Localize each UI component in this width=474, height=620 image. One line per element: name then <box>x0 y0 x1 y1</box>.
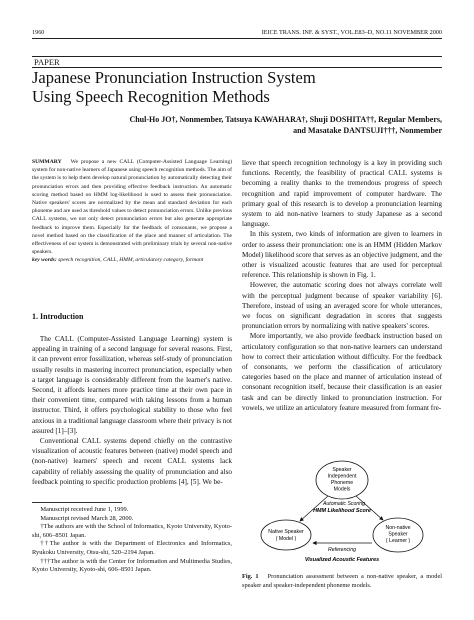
paper-label-box <box>32 56 442 68</box>
visualized-features-label: Visualized Acoustic Features <box>304 557 380 563</box>
right-node-line-2: Speaker <box>388 531 408 538</box>
abstract-heading: SUMMARY <box>32 159 62 165</box>
footnote-affiliation-1: †The authors are with the School of Informatics, Kyoto University, Kyoto-shi, 606–8501 Japan. <box>32 523 232 539</box>
top-node-line-4: Models <box>333 486 351 493</box>
body-paragraph-3: However, the automatic scoring does not always correlate well with the perceptual judgment because of speaker variability [6]. Therefore, instead of using an averaged score for whole utterances, we focus on significant degradation in scores that suggests pronunciation errors by normalizing with native speakers' scores. <box>242 281 442 331</box>
caption-label: Fig. 1 <box>242 573 259 580</box>
section-heading-introduction: 1. Introduction <box>32 312 84 321</box>
body-paragraph-4: More importantly, we also provide feedback instruction based on articulatory configuration so that non-native learners can understand how to correct their articulation without difficulty. For the feedback of consonants, we perform the classification of articulatory categories based on the place and manner of articulation instead of consonant recognition itself, because their classification is an easier task and can be directly linked to pronunciation instruction. For vowels, we utilize an articulatory feature measured from formant fre- <box>242 332 442 412</box>
left-node-line-1: Native Speaker <box>268 529 304 535</box>
top-node-line-2: Independent <box>327 473 357 480</box>
caption-text: Pronunciation assessment between a non-native speaker, a model speaker and speaker-independent phoneme models. <box>242 573 442 589</box>
body-paragraph-1: lieve that speech recognition technology is a key in providing such functions. Recently, the feasibility of practical CALL systems is becoming a reality thanks to the tremendous progress of speech recognition and rapid improvement of computer hardware. The primary goal of this research is to develop a pronunciation learning system to aid non-native learners to study Japanese as a second language. <box>242 159 442 229</box>
footnote-rule <box>32 502 122 503</box>
title-line-1: Japanese Pronunciation Instruction System <box>32 68 316 87</box>
intro-paragraph-1: The CALL (Computer-Assisted Language Learning) system is appealing in training of a second language for several reasons. First, it can prevent error fossilization, whereas self-study of pronunciation usually results in mastering incorrect pronunciation, especially when a target language is considerably different from the learner's native. Second, it affords learners more practice time at their own pace in their convenient time, compared with taking lessons from a human instructor. Third, it offers psychological stability to those who feel anxious in a traditional language classroom where their privacy is not assured [1]–[3]. <box>32 335 232 435</box>
left-node-line-2: ( Model ) <box>275 536 297 542</box>
title-line-2: Using Speech Recognition Methods <box>32 87 270 106</box>
figure-1-diagram <box>242 460 442 570</box>
authors-line-2: and Masatake DANTSUJI†††, Nonmember <box>293 126 442 135</box>
hmm-score-label: HMM Likelihood Score <box>313 508 371 514</box>
figure-1-caption <box>242 573 442 590</box>
figure-1 <box>242 460 442 570</box>
keywords-text: speech recognition, CALL, HMM, articulatory category, formant <box>58 257 204 264</box>
intro-paragraph-2: Conventional CALL systems depend chiefly on the contrastive visualization of acoustic features between (native) model speech and (non-native) learners' speech and recent CALL systems lack capability of reliably assessing the quality of pronunciation and also feedback pointing to specific production problems [4], [5]. We be- <box>32 437 232 486</box>
keywords-heading: key words: <box>32 257 57 264</box>
page-number: 1960 <box>32 29 45 36</box>
right-node-line-3: ( Learner ) <box>385 538 411 544</box>
right-node-line-1: Non-native <box>385 525 411 531</box>
abstract-text: We propose a new CALL (Computer-Assisted Language Learning) system for non-native learners of Japanese using speech recognition methods. The aim of the system is to help them develop natural pronunciation by automatically detecting their pronunciation errors and then providing effective feedback instruction. An automatic scoring method based on HMM log-likelihood is used to assess their pronunciation. Native speakers' scores are normalized by the mean and standard deviation for each phoneme and are used as threshold values to detect pronunciation errors. Unlike previous CALL systems, we not only detect pronunciation errors but also generate appropriate feedback to improve them. Especially for the feedback of consonants, we propose a novel method based on the classification of the place and manner of articulation. The effectiveness of our system is demonstrated with preliminary trials by several non-native speakers. <box>32 159 232 256</box>
paper-label: PAPER <box>34 57 60 67</box>
right-column-body <box>242 158 442 413</box>
paper-title <box>32 68 452 106</box>
body-paragraph-2: In this system, two kinds of information are given to learners in order to assess their pronunciation: one is an HMM (Hidden Markov Model) likelihood score that serves as an objective judgment, and the other is visualized acoustic features that are used for perceptual reference. This relationship is shown in Fig. 1. <box>242 230 442 280</box>
top-node-line-1: Speaker <box>332 467 352 473</box>
authors <box>22 114 442 136</box>
abstract <box>32 158 232 265</box>
footnote-revised: Manuscript revised March 28, 2000. <box>40 514 134 522</box>
referencing-label: Referencing <box>328 547 356 553</box>
footnote-received: Manuscript received June 1, 1999. <box>40 506 129 513</box>
authors-line-1: Chul-Ho JO†, Nonmember, Tatsuya KAWAHARA†, Shuji DOSHITA††, Regular Members, <box>129 115 442 124</box>
footnote-affiliation-2: ††The author is with the Department of Electronics and Informatics, Ryukoku University, Otsu-shi, 520–2194 Japan. <box>32 540 232 556</box>
native-speaker-node <box>261 520 311 550</box>
footnotes <box>32 506 232 575</box>
journal-header: IEICE TRANS. INF. & SYST., VOL.E83–D, NO.11 NOVEMBER 2000 <box>261 29 442 36</box>
automatic-scoring-label: Automatic Scoring <box>322 501 366 507</box>
left-column-body <box>32 334 232 487</box>
header-rule <box>32 38 442 39</box>
top-node-line-3: Phoneme <box>330 480 354 486</box>
footnote-affiliation-3: †††The author is with the Center for Information and Multimedia Studies, Kyoto University, Kyoto-shi, 606–8501 Japan. <box>32 557 232 574</box>
